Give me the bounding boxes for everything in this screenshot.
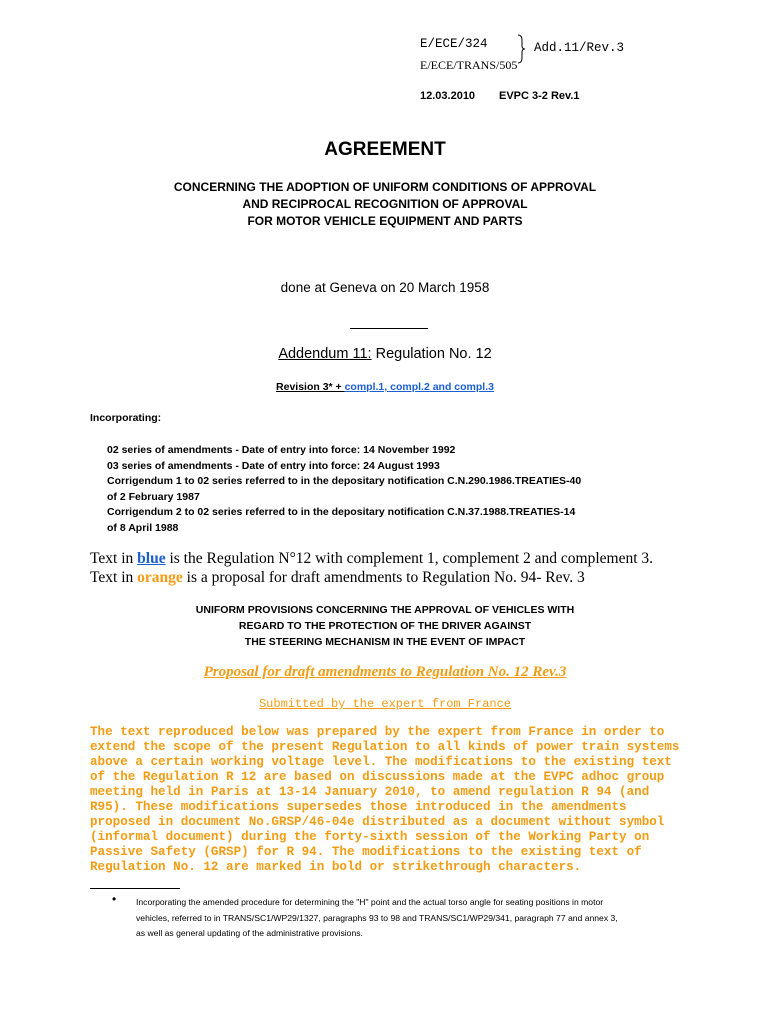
revision-label: Revision 3* + [276,381,345,393]
uniform-provisions-line-1: UNIFORM PROVISIONS CONCERNING THE APPROVAL OF VEHICLES WITH [195,604,575,616]
title-line-3: FOR MOTOR VEHICLE EQUIPMENT AND PARTS [247,214,523,228]
legend-text: is the Regulation N°12 with complement 1, complement 2 and complement 3. [165,550,654,567]
incorporating-item: Corrigendum 2 to 02 series referred to in the depositary notification C.N.37.1988.TREATIES-14 [107,506,576,518]
document-symbol-2: E/ECE/TRANS/505 [420,58,518,72]
complements-link[interactable]: compl.1, compl.2 and compl.3 [344,381,494,393]
footnote-line: as well as general updating of the administrative provisions. [136,928,363,938]
footnote-rule [90,888,180,889]
body-line: (informal document) during the forty-sixth session of the Working Party on [90,830,650,844]
title-line-2: AND RECIPROCAL RECOGNITION OF APPROVAL [242,197,528,211]
proposal-body [90,725,686,875]
incorporating-item: 02 series of amendments - Date of entry into force: 14 November 1992 [107,444,456,456]
body-line: The text reproduced below was prepared by the expert from France in order to [90,725,665,739]
document-symbol-1: E/ECE/324 [420,37,488,51]
legend-blue-line [90,550,653,568]
body-line: above a certain working voltage level. The modifications to the existing text [90,755,672,769]
body-line: extend the scope of the present Regulation to all kinds of power train systems [90,740,680,754]
legend-blue-word: blue [137,550,166,567]
body-line: Passive Safety (GRSP) for R 94. The modifications to the existing text of [90,845,642,859]
incorporating-item: 03 series of amendments - Date of entry into force: 24 August 1993 [107,459,440,472]
incorporating-item: of 2 February 1987 [107,490,200,503]
proposal-title: Proposal for draft amendments to Regulation No. 12 Rev.3 [203,664,567,680]
separator-rule [350,328,428,329]
legend-orange-line [90,569,585,587]
addendum-reference: Add.11/Rev.3 [534,41,625,55]
document-reference: EVPC 3-2 Rev.1 [499,90,580,102]
done-at-geneva: done at Geneva on 20 March 1958 [280,280,490,295]
title-line-1: CONCERNING THE ADOPTION OF UNIFORM CONDITIONS OF APPROVAL [173,180,597,194]
legend-text: Text in [90,550,138,567]
footnote-text [136,895,618,942]
revision-line [0,381,770,393]
body-line: meeting held in Paris at 13-14 January 2010, to amend regulation R 94 (and [90,785,650,799]
body-line: of the Regulation R 12 are based on discussions made at the EVPC adhoc group [90,770,665,784]
regulation-label: Regulation No. 12 [371,346,492,362]
legend-orange-word: orange [137,569,183,586]
uniform-provisions-line-3: THE STEERING MECHANISM IN THE EVENT OF IMPACT [244,636,526,648]
uniform-provisions-line-2: REGARD TO THE PROTECTION OF THE DRIVER AGAINST [238,620,532,632]
footnote-bullet-icon: • [112,892,117,906]
footnote-line: vehicles, referred to in TRANS/SC1/WP29/1327, paragraphs 93 to 98 and TRANS/SC1/WP29/341, paragraph 77 and annex 3, [136,912,618,923]
agreement-title: AGREEMENT [324,139,446,160]
incorporating-item: Corrigendum 1 to 02 series referred to in the depositary notification C.N.290.1986.TREATIES-40 [107,475,582,487]
body-line: R95). These modifications supersedes those introduced in the amendments [90,800,627,814]
body-line: Regulation No. 12 are marked in bold or strikethrough characters. [90,860,582,874]
incorporating-label: Incorporating: [90,412,162,424]
body-line: proposed in document No.GRSP/46-04e distributed as a document without symbol [90,815,665,829]
document-date: 12.03.2010 [420,90,476,102]
brace-icon [517,34,525,64]
legend-text: Text in [90,569,138,586]
incorporating-item: of 8 April 1988 [107,521,179,534]
addendum-heading [0,346,770,362]
footnote-line: Incorporating the amended procedure for determining the "H" point and the actual torso angle for seating positions in motor [136,897,604,907]
addendum-label: Addendum 11: [278,346,372,362]
incorporating-list [107,443,581,536]
submitted-by: Submitted by the expert from France [258,697,512,711]
legend-text: is a proposal for draft amendments to Regulation No. 94- Rev. 3 [182,569,585,586]
